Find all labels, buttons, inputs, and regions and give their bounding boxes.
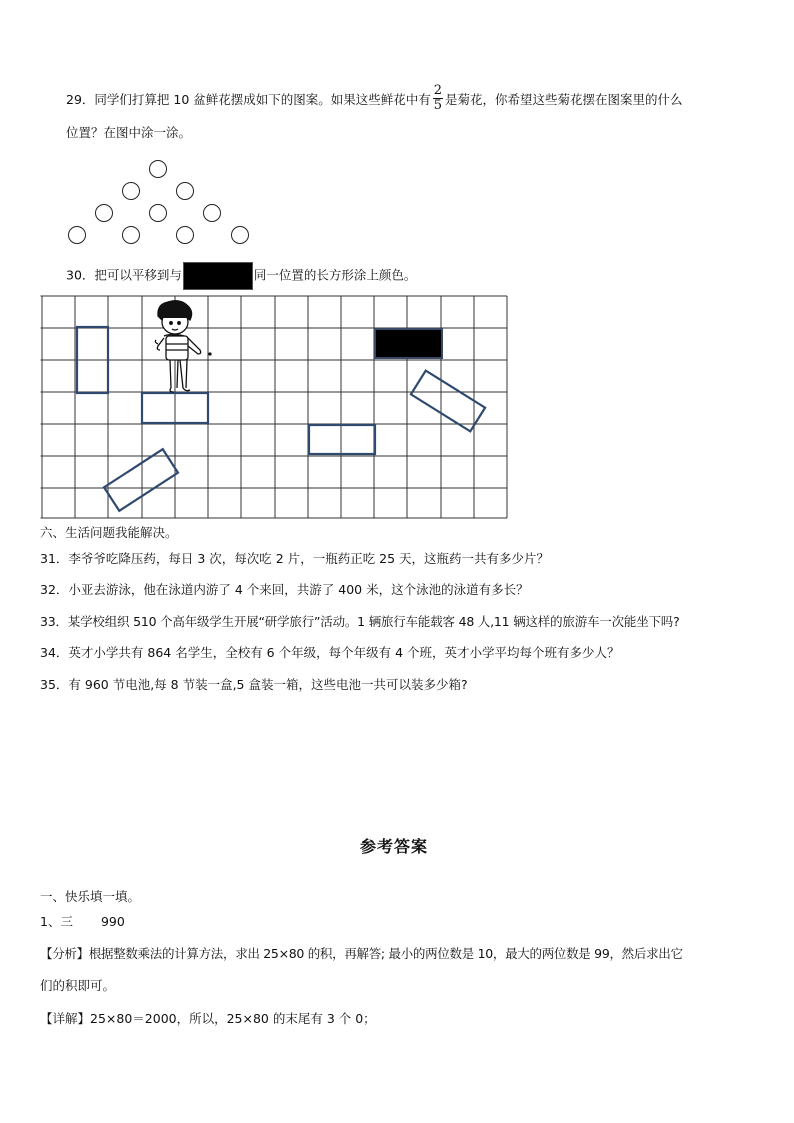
flower-circle[interactable]: [203, 204, 221, 222]
boy-figure-icon: [155, 301, 211, 392]
flower-circle[interactable]: [122, 182, 140, 200]
flower-circle[interactable]: [95, 204, 113, 222]
tilted-rectangle-left[interactable]: [104, 449, 178, 511]
q29-line1: [66, 83, 683, 115]
q29-text-before: 29．同学们打算把 10 盆鲜花摆成如下的图案。如果这些鲜花中有: [66, 92, 431, 107]
flower-circle[interactable]: [149, 204, 167, 222]
answer-1: [40, 913, 125, 931]
flower-circle[interactable]: [122, 226, 140, 244]
fraction-numerator: 2: [433, 83, 443, 98]
question-34: 34．英才小学共有 864 名学生，全校有 6 个年级，每个年级有 4 个班，英才小学平均每个班有多少人？: [40, 645, 620, 660]
flower-circle[interactable]: [149, 160, 167, 178]
question-33: 33．某学校组织 510 个高年级学生开展“研学旅行”活动。1 辆旅行车能载客 48 人,11 辆这样的旅游车一次能坐下吗?: [40, 614, 680, 629]
q29-line2: 位置？在图中涂一涂。: [66, 125, 192, 140]
answer-1-value: 990: [100, 914, 125, 929]
analysis-line-1: 【分析】根据整数乘法的计算方法，求出 25×80 的积，再解答; 最小的两位数是 10，最大的两位数是 99，然后求出它: [40, 946, 683, 961]
detail-line: 【详解】25×80＝2000，所以，25×80 的末尾有 3 个 0；: [40, 1011, 376, 1026]
question-32: 32．小亚去游泳，他在泳道内游了 4 个来回，共游了 400 米，这个泳池的泳道有多长？: [40, 582, 529, 597]
analysis-line-2: 们的积即可。: [40, 978, 116, 993]
flower-circle[interactable]: [68, 226, 86, 244]
fraction-denominator: 5: [433, 98, 443, 113]
answers-section-1: 一、快乐填一填。: [40, 889, 141, 904]
fraction-two-fifths: [433, 84, 443, 113]
flower-circle[interactable]: [176, 182, 194, 200]
translation-grid: [40, 294, 510, 524]
flower-circle[interactable]: [231, 226, 249, 244]
q30-text-after: 同一位置的长方形涂上颜色。: [253, 267, 417, 283]
q30-text-before: 30．把可以平移到与: [66, 267, 182, 283]
question-31: 31．李爷爷吃降压药，每日 3 次，每次吃 2 片，一瓶药正吃 25 天，这瓶药一共有多少片？: [40, 551, 550, 566]
answers-title: 参考答案: [360, 837, 429, 856]
section-6-heading: 六、生活问题我能解决。: [40, 525, 178, 540]
horizontal-rectangle-middle[interactable]: [309, 425, 375, 454]
black-rectangle-icon: [183, 262, 253, 290]
question-35: 35．有 960 节电池,每 8 节装一盒,5 盒装一箱，这些电池一共可以装多少箱?: [40, 677, 468, 692]
q29-text-after: 是菊花，你希望这些菊花摆在图案里的什么: [445, 92, 683, 107]
q30-line: [66, 262, 416, 290]
target-black-rectangle: [375, 329, 442, 358]
answer-1-number: 1、三: [40, 914, 73, 929]
flower-circle[interactable]: [176, 226, 194, 244]
